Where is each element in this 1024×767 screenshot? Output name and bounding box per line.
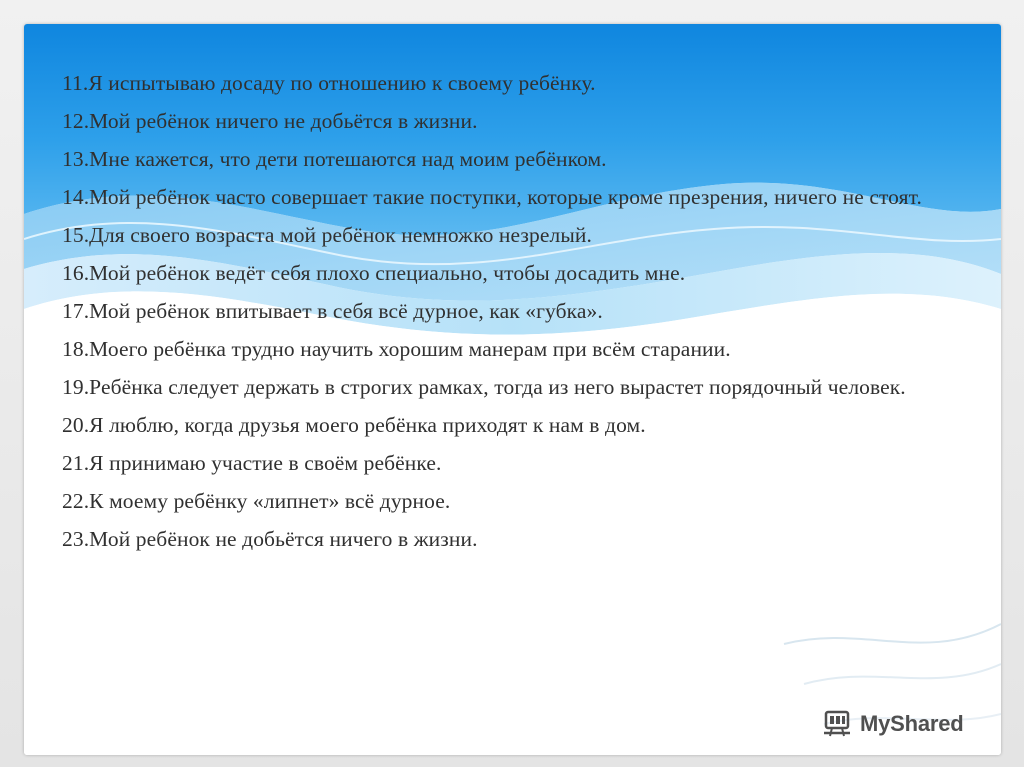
list-item: 15.Для своего возраста мой ребёнок немножко незрелый. xyxy=(62,223,592,247)
list-item: 22.К моему ребёнку «липнет» всё дурное. xyxy=(62,489,451,513)
myshared-logo-icon xyxy=(820,709,854,739)
list-item: 23.Мой ребёнок не добьётся ничего в жизни. xyxy=(62,527,478,551)
watermark-label: MyShared xyxy=(860,711,964,736)
myshared-watermark[interactable] xyxy=(820,707,964,741)
list-item: 16.Мой ребёнок ведёт себя плохо специально, чтобы досадить мне. xyxy=(62,261,686,285)
presentation-slide xyxy=(24,24,1001,755)
list-item: 19.Ребёнка следует держать в строгих рамках, тогда из него вырастет порядочный человек. xyxy=(62,375,906,399)
list-item: 13.Мне кажется, что дети потешаются над моим ребёнком. xyxy=(62,147,607,171)
list-item: 12.Мой ребёнок ничего не добьётся в жизни. xyxy=(62,109,478,133)
list-item: 21.Я принимаю участие в своём ребёнке. xyxy=(62,451,442,475)
statement-list xyxy=(62,68,966,562)
list-item: 20.Я люблю, когда друзья моего ребёнка приходят к нам в дом. xyxy=(62,413,646,437)
list-item: 17.Мой ребёнок впитывает в себя всё дурное, как «губка». xyxy=(62,299,603,323)
list-item: 11.Я испытываю досаду по отношению к своему ребёнку. xyxy=(62,71,596,95)
list-item: 18.Моего ребёнка трудно научить хорошим манерам при всём старании. xyxy=(62,337,731,361)
list-item: 14.Мой ребёнок часто совершает такие поступки, которые кроме презрения, ничего не стоят. xyxy=(62,185,922,209)
